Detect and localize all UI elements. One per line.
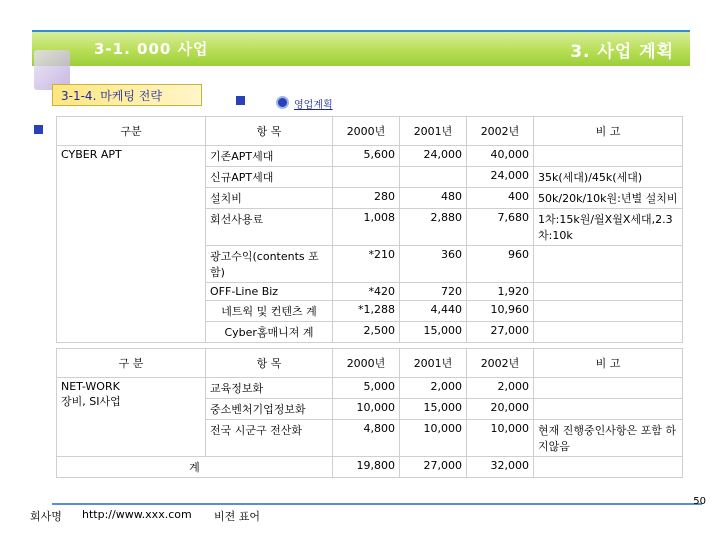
bullet-square-icon bbox=[236, 96, 245, 105]
value-cell: 10,000 bbox=[333, 399, 400, 420]
value-cell: 2,000 bbox=[467, 378, 534, 399]
value-cell: *420 bbox=[333, 283, 400, 301]
value-cell: 4,440 bbox=[400, 301, 467, 322]
value-cell: 7,680 bbox=[467, 209, 534, 246]
value-cell: 15,000 bbox=[400, 322, 467, 343]
item-cell: 기존APT세대 bbox=[206, 146, 333, 167]
header-cell: 항 목 bbox=[206, 349, 333, 378]
value-cell: 5,000 bbox=[333, 378, 400, 399]
group-line: NET-WORK bbox=[61, 380, 120, 393]
title-banner bbox=[32, 30, 690, 66]
value-cell: *1,288 bbox=[333, 301, 400, 322]
value-cell: 32,000 bbox=[467, 457, 534, 478]
value-cell: *210 bbox=[333, 246, 400, 283]
subtotal-label: Cyber홈매니져 계 bbox=[206, 322, 333, 343]
value-cell: 24,000 bbox=[400, 146, 467, 167]
header-cell: 2002년 bbox=[467, 349, 534, 378]
company-url[interactable]: http://www.xxx.com bbox=[82, 508, 192, 521]
header-cell: 구 분 bbox=[57, 349, 206, 378]
value-cell: 40,000 bbox=[467, 146, 534, 167]
value-cell: 19,800 bbox=[333, 457, 400, 478]
header-cell: 2001년 bbox=[400, 117, 467, 146]
value-cell: 4,800 bbox=[333, 420, 400, 457]
item-cell: 교육정보화 bbox=[206, 378, 333, 399]
page-number: 50 bbox=[693, 496, 706, 507]
value-cell: 1,008 bbox=[333, 209, 400, 246]
note-cell bbox=[534, 246, 683, 283]
note-cell bbox=[534, 283, 683, 301]
header-cell: 2002년 bbox=[467, 117, 534, 146]
header-cell: 구분 bbox=[57, 117, 206, 146]
value-cell: 10,000 bbox=[400, 420, 467, 457]
value-cell: 27,000 bbox=[400, 457, 467, 478]
item-cell: 설치비 bbox=[206, 188, 333, 209]
value-cell: 5,600 bbox=[333, 146, 400, 167]
group-cell: CYBER APT bbox=[57, 146, 206, 343]
plan-tag: 영업계획 bbox=[294, 100, 333, 111]
header-cell: 2001년 bbox=[400, 349, 467, 378]
total-row bbox=[57, 457, 683, 478]
revenue-table-network bbox=[56, 348, 683, 478]
note-cell bbox=[534, 322, 683, 343]
value-cell: 1,920 bbox=[467, 283, 534, 301]
value-cell bbox=[333, 167, 400, 188]
value-cell: 960 bbox=[467, 246, 534, 283]
chapter-title: 3. 사업 계획 bbox=[570, 42, 674, 62]
header-cell: 항 목 bbox=[206, 117, 333, 146]
note-cell bbox=[534, 399, 683, 420]
subsection-title: 3-1-4. 마케팅 전략 bbox=[61, 89, 162, 103]
subsection-label bbox=[52, 84, 202, 106]
note-cell bbox=[534, 301, 683, 322]
company-name: 회사명 bbox=[30, 510, 62, 523]
value-cell: 2,880 bbox=[400, 209, 467, 246]
value-cell: 20,000 bbox=[467, 399, 534, 420]
header-cell: 비 고 bbox=[534, 117, 683, 146]
item-cell: 광고수익(contents 포함) bbox=[206, 246, 333, 283]
group-cell bbox=[57, 378, 206, 457]
revenue-table-cyber bbox=[56, 116, 683, 343]
value-cell: 280 bbox=[333, 188, 400, 209]
table-row bbox=[57, 146, 683, 167]
item-cell: OFF-Line Biz bbox=[206, 283, 333, 301]
value-cell: 15,000 bbox=[400, 399, 467, 420]
value-cell: 480 bbox=[400, 188, 467, 209]
value-cell: 2,500 bbox=[333, 322, 400, 343]
item-cell: 신규APT세대 bbox=[206, 167, 333, 188]
bullet-dot-icon bbox=[276, 96, 289, 109]
value-cell bbox=[400, 167, 467, 188]
value-cell: 2,000 bbox=[400, 378, 467, 399]
header-cell: 2000년 bbox=[333, 349, 400, 378]
header-cell: 비 고 bbox=[534, 349, 683, 378]
vision-slogan: 비젼 표어 bbox=[214, 510, 261, 523]
note-cell: 35k(세대)/45k(세대) bbox=[534, 167, 683, 188]
item-cell: 전국 시군구 전산화 bbox=[206, 420, 333, 457]
item-cell: 회선사용료 bbox=[206, 209, 333, 246]
note-cell: 1차:15k원/월X월X세대,2.3차:10k bbox=[534, 209, 683, 246]
item-cell: 중소벤처기업정보화 bbox=[206, 399, 333, 420]
subtotal-label: 네트웍 및 컨텐츠 계 bbox=[206, 301, 333, 322]
section-title: 3-1. 000 사업 bbox=[94, 40, 209, 58]
note-cell bbox=[534, 146, 683, 167]
value-cell: 10,000 bbox=[467, 420, 534, 457]
value-cell: 720 bbox=[400, 283, 467, 301]
value-cell: 24,000 bbox=[467, 167, 534, 188]
table-row bbox=[57, 378, 683, 399]
bullet-square-icon bbox=[34, 125, 43, 134]
note-cell bbox=[534, 457, 683, 478]
footer-divider bbox=[52, 503, 702, 505]
group-line: 장비, SI사업 bbox=[61, 395, 121, 408]
note-cell: 현재 진행중인사항은 포함 하지않음 bbox=[534, 420, 683, 457]
header-cell: 2000년 bbox=[333, 117, 400, 146]
value-cell: 27,000 bbox=[467, 322, 534, 343]
value-cell: 360 bbox=[400, 246, 467, 283]
note-cell: 50k/20k/10k원:년별 설치비 bbox=[534, 188, 683, 209]
value-cell: 400 bbox=[467, 188, 534, 209]
value-cell: 10,960 bbox=[467, 301, 534, 322]
total-label: 계 bbox=[57, 457, 333, 478]
note-cell bbox=[534, 378, 683, 399]
